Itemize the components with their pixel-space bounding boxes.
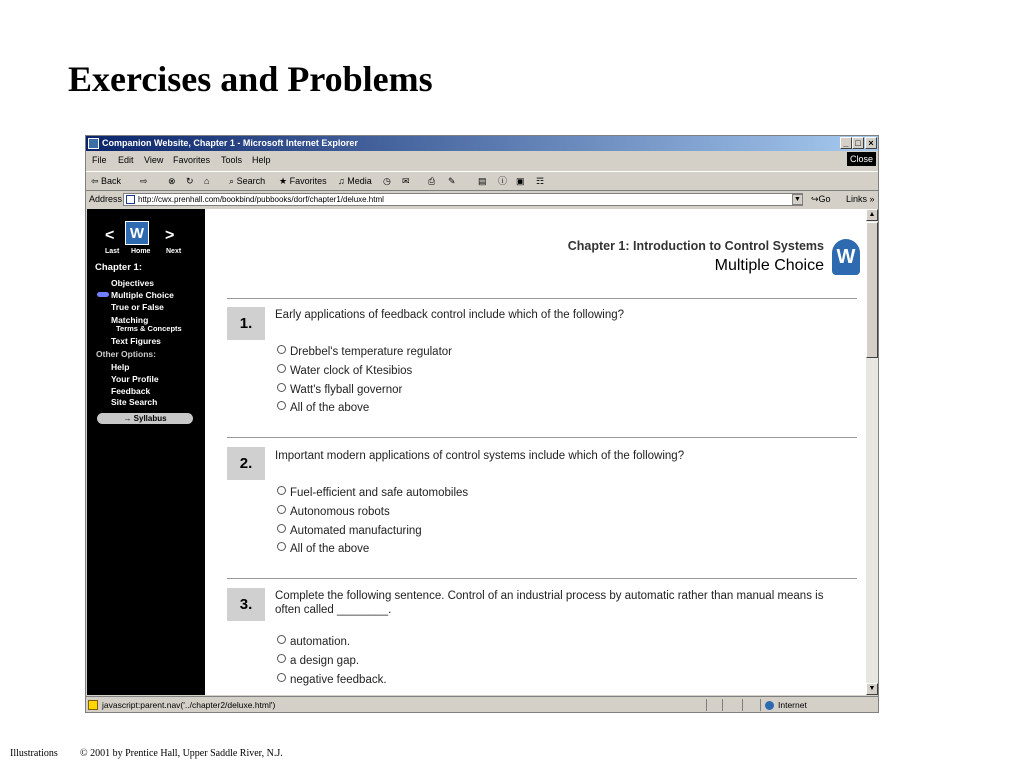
stop-icon[interactable]: ⊗ <box>168 176 176 186</box>
status-divider <box>742 699 743 711</box>
chapter-title: Chapter 1: Introduction to Control Systems <box>567 239 824 253</box>
scroll-thumb[interactable] <box>866 222 878 358</box>
next-arrow-icon[interactable]: > <box>165 227 175 244</box>
ie-icon <box>88 138 99 149</box>
menu-file[interactable]: File <box>92 155 107 165</box>
radio-icon[interactable] <box>277 654 286 663</box>
radio-icon[interactable] <box>277 673 286 682</box>
option-label: Watt's flyball governor <box>290 384 403 396</box>
close-button[interactable]: Close <box>847 152 876 166</box>
search-label: Search <box>236 176 266 186</box>
radio-icon[interactable] <box>277 345 286 354</box>
answer-option[interactable] <box>277 383 402 396</box>
section-title: Multiple Choice <box>714 257 824 274</box>
refresh-icon[interactable]: ↻ <box>186 176 194 186</box>
sidebar-item-terms[interactable]: Terms & Concepts <box>116 324 182 333</box>
question-number: 1. <box>227 307 265 340</box>
go-button[interactable] <box>811 191 831 208</box>
answer-option[interactable] <box>277 401 369 414</box>
brand-logo-icon: W <box>832 239 860 275</box>
nav-last[interactable]: Last <box>105 248 120 255</box>
links-button[interactable]: Links » <box>846 194 875 204</box>
info-icon[interactable]: ⓘ <box>498 176 508 186</box>
page-icon <box>126 195 135 204</box>
menu-tools[interactable]: Tools <box>221 155 243 165</box>
messenger-icon[interactable]: ▣ <box>516 176 525 186</box>
back-button[interactable]: ⇦ Back <box>91 176 122 186</box>
favorites-label: Favorites <box>289 176 327 186</box>
address-dropdown-icon[interactable]: ▼ <box>792 194 803 205</box>
status-text: javascript:parent.nav('../chapter2/deluxe.html') <box>102 700 276 710</box>
answer-option[interactable] <box>277 364 412 377</box>
radio-icon[interactable] <box>277 635 286 644</box>
answer-option[interactable] <box>277 345 452 358</box>
toolbar <box>86 171 878 190</box>
window-title: Companion Website, Chapter 1 - Microsoft Internet Explorer <box>102 138 358 148</box>
close-window-button[interactable]: × <box>865 137 877 149</box>
favorites-icon: ★ <box>279 176 288 186</box>
go-label: Go <box>818 194 831 204</box>
search-icon: ⌕ <box>229 176 235 186</box>
minimize-button[interactable]: _ <box>840 137 852 149</box>
answer-option[interactable] <box>277 486 468 499</box>
menu-help[interactable]: Help <box>252 155 271 165</box>
vertical-scrollbar[interactable] <box>866 209 878 695</box>
option-label: automation. <box>290 636 351 648</box>
radio-icon[interactable] <box>277 542 286 551</box>
answer-option[interactable] <box>277 542 369 555</box>
answer-option[interactable] <box>277 635 350 648</box>
question-text: Complete the following sentence. Control of an industrial process by automatic rather than manual means is often called ________. <box>275 590 824 616</box>
menu-edit[interactable]: Edit <box>118 155 134 165</box>
sidebar <box>87 209 205 695</box>
maximize-button[interactable]: □ <box>852 137 864 149</box>
discuss-icon[interactable]: ▤ <box>478 176 487 186</box>
sidebar-item-feedback[interactable]: Feedback <box>111 386 151 396</box>
status-divider <box>760 699 761 711</box>
sidebar-other-header: Other Options: <box>96 349 156 359</box>
edit-icon[interactable]: ✎ <box>448 176 456 186</box>
divider <box>227 298 857 299</box>
selected-indicator-icon <box>97 292 109 297</box>
question-text: Early applications of feedback control include which of the following? <box>275 309 625 321</box>
answer-option[interactable] <box>277 673 387 686</box>
answer-option[interactable] <box>277 505 390 518</box>
nav-next[interactable]: Next <box>166 248 182 255</box>
sidebar-item-matching[interactable]: Matching <box>111 315 149 325</box>
chat-icon[interactable]: ☶ <box>536 176 545 186</box>
address-input[interactable] <box>123 193 803 206</box>
option-label: Water clock of Ktesibios <box>290 365 413 377</box>
option-label: Drebbel's temperature regulator <box>290 346 452 358</box>
radio-icon[interactable] <box>277 364 286 373</box>
question-text: Important modern applications of control systems include which of the following? <box>275 450 685 462</box>
question-number: 2. <box>227 447 265 480</box>
option-label: Fuel-efficient and safe automobiles <box>290 487 469 499</box>
sidebar-item-text-figures[interactable]: Text Figures <box>111 336 161 346</box>
menu-favorites[interactable]: Favorites <box>173 155 211 165</box>
syllabus-button[interactable]: → Syllabus <box>97 413 193 424</box>
media-label: Media <box>347 176 372 186</box>
go-icon: ↪ <box>811 194 819 204</box>
title-bar <box>86 136 878 151</box>
radio-icon[interactable] <box>277 486 286 495</box>
menu-view[interactable]: View <box>144 155 164 165</box>
warning-icon <box>88 700 98 710</box>
radio-icon[interactable] <box>277 505 286 514</box>
address-label: Address <box>89 194 123 204</box>
status-divider <box>722 699 723 711</box>
option-label: Autonomous robots <box>290 506 390 518</box>
sidebar-item-site-search[interactable]: Site Search <box>111 397 158 407</box>
forward-button[interactable]: ⇨ <box>140 176 148 186</box>
radio-icon[interactable] <box>277 524 286 533</box>
favorites-button[interactable] <box>279 172 327 190</box>
answer-option[interactable] <box>277 524 422 537</box>
status-divider <box>706 699 707 711</box>
nav-home[interactable]: Home <box>131 248 151 255</box>
search-button[interactable] <box>229 172 265 190</box>
option-label: All of the above <box>290 543 370 555</box>
divider <box>227 437 857 438</box>
scroll-down-icon[interactable]: ▼ <box>866 683 878 695</box>
status-bar <box>86 696 878 713</box>
mail-icon[interactable]: ✉ <box>402 176 410 186</box>
radio-icon[interactable] <box>277 383 286 392</box>
sidebar-chapter: Chapter 1: <box>95 262 142 273</box>
sidebar-item-multiple-choice[interactable]: Multiple Choice <box>111 290 174 300</box>
home-icon[interactable]: ⌂ <box>204 176 210 186</box>
address-value: http://cwx.prenhall.com/bookbind/pubbooks/dorf/chapter1/deluxe.html <box>138 195 384 204</box>
question-number: 3. <box>227 588 265 621</box>
sidebar-item-help[interactable]: Help <box>111 362 130 372</box>
sidebar-item-objectives[interactable]: Objectives <box>111 278 154 288</box>
home-logo[interactable]: W <box>125 221 149 245</box>
footer-label: Illustrations <box>10 748 58 759</box>
answer-option[interactable] <box>277 654 359 667</box>
option-label: All of the above <box>290 402 370 414</box>
sidebar-item-true-false[interactable]: True or False <box>111 302 164 312</box>
slide-title: Exercises and Problems <box>68 59 433 99</box>
media-icon: ♫ <box>338 176 345 186</box>
prev-arrow-icon[interactable]: < <box>105 227 115 244</box>
page-content <box>87 209 866 695</box>
globe-icon <box>765 701 774 710</box>
address-bar <box>86 190 878 208</box>
option-label: negative feedback. <box>290 674 387 686</box>
print-icon[interactable]: ⎙ <box>428 176 436 186</box>
sidebar-item-profile[interactable]: Your Profile <box>111 374 159 384</box>
main-content <box>205 209 866 695</box>
security-zone: Internet <box>778 700 807 710</box>
scroll-up-icon[interactable]: ▲ <box>866 209 878 221</box>
divider <box>227 578 857 579</box>
menu-bar <box>86 152 878 169</box>
browser-window <box>85 135 879 713</box>
copyright: © 2001 by Prentice Hall, Upper Saddle River, N.J. <box>80 748 283 759</box>
option-label: Automated manufacturing <box>290 525 422 537</box>
history-icon[interactable]: ◷ <box>383 176 391 186</box>
option-label: a design gap. <box>290 655 360 667</box>
radio-icon[interactable] <box>277 401 286 410</box>
media-button[interactable] <box>338 172 372 190</box>
